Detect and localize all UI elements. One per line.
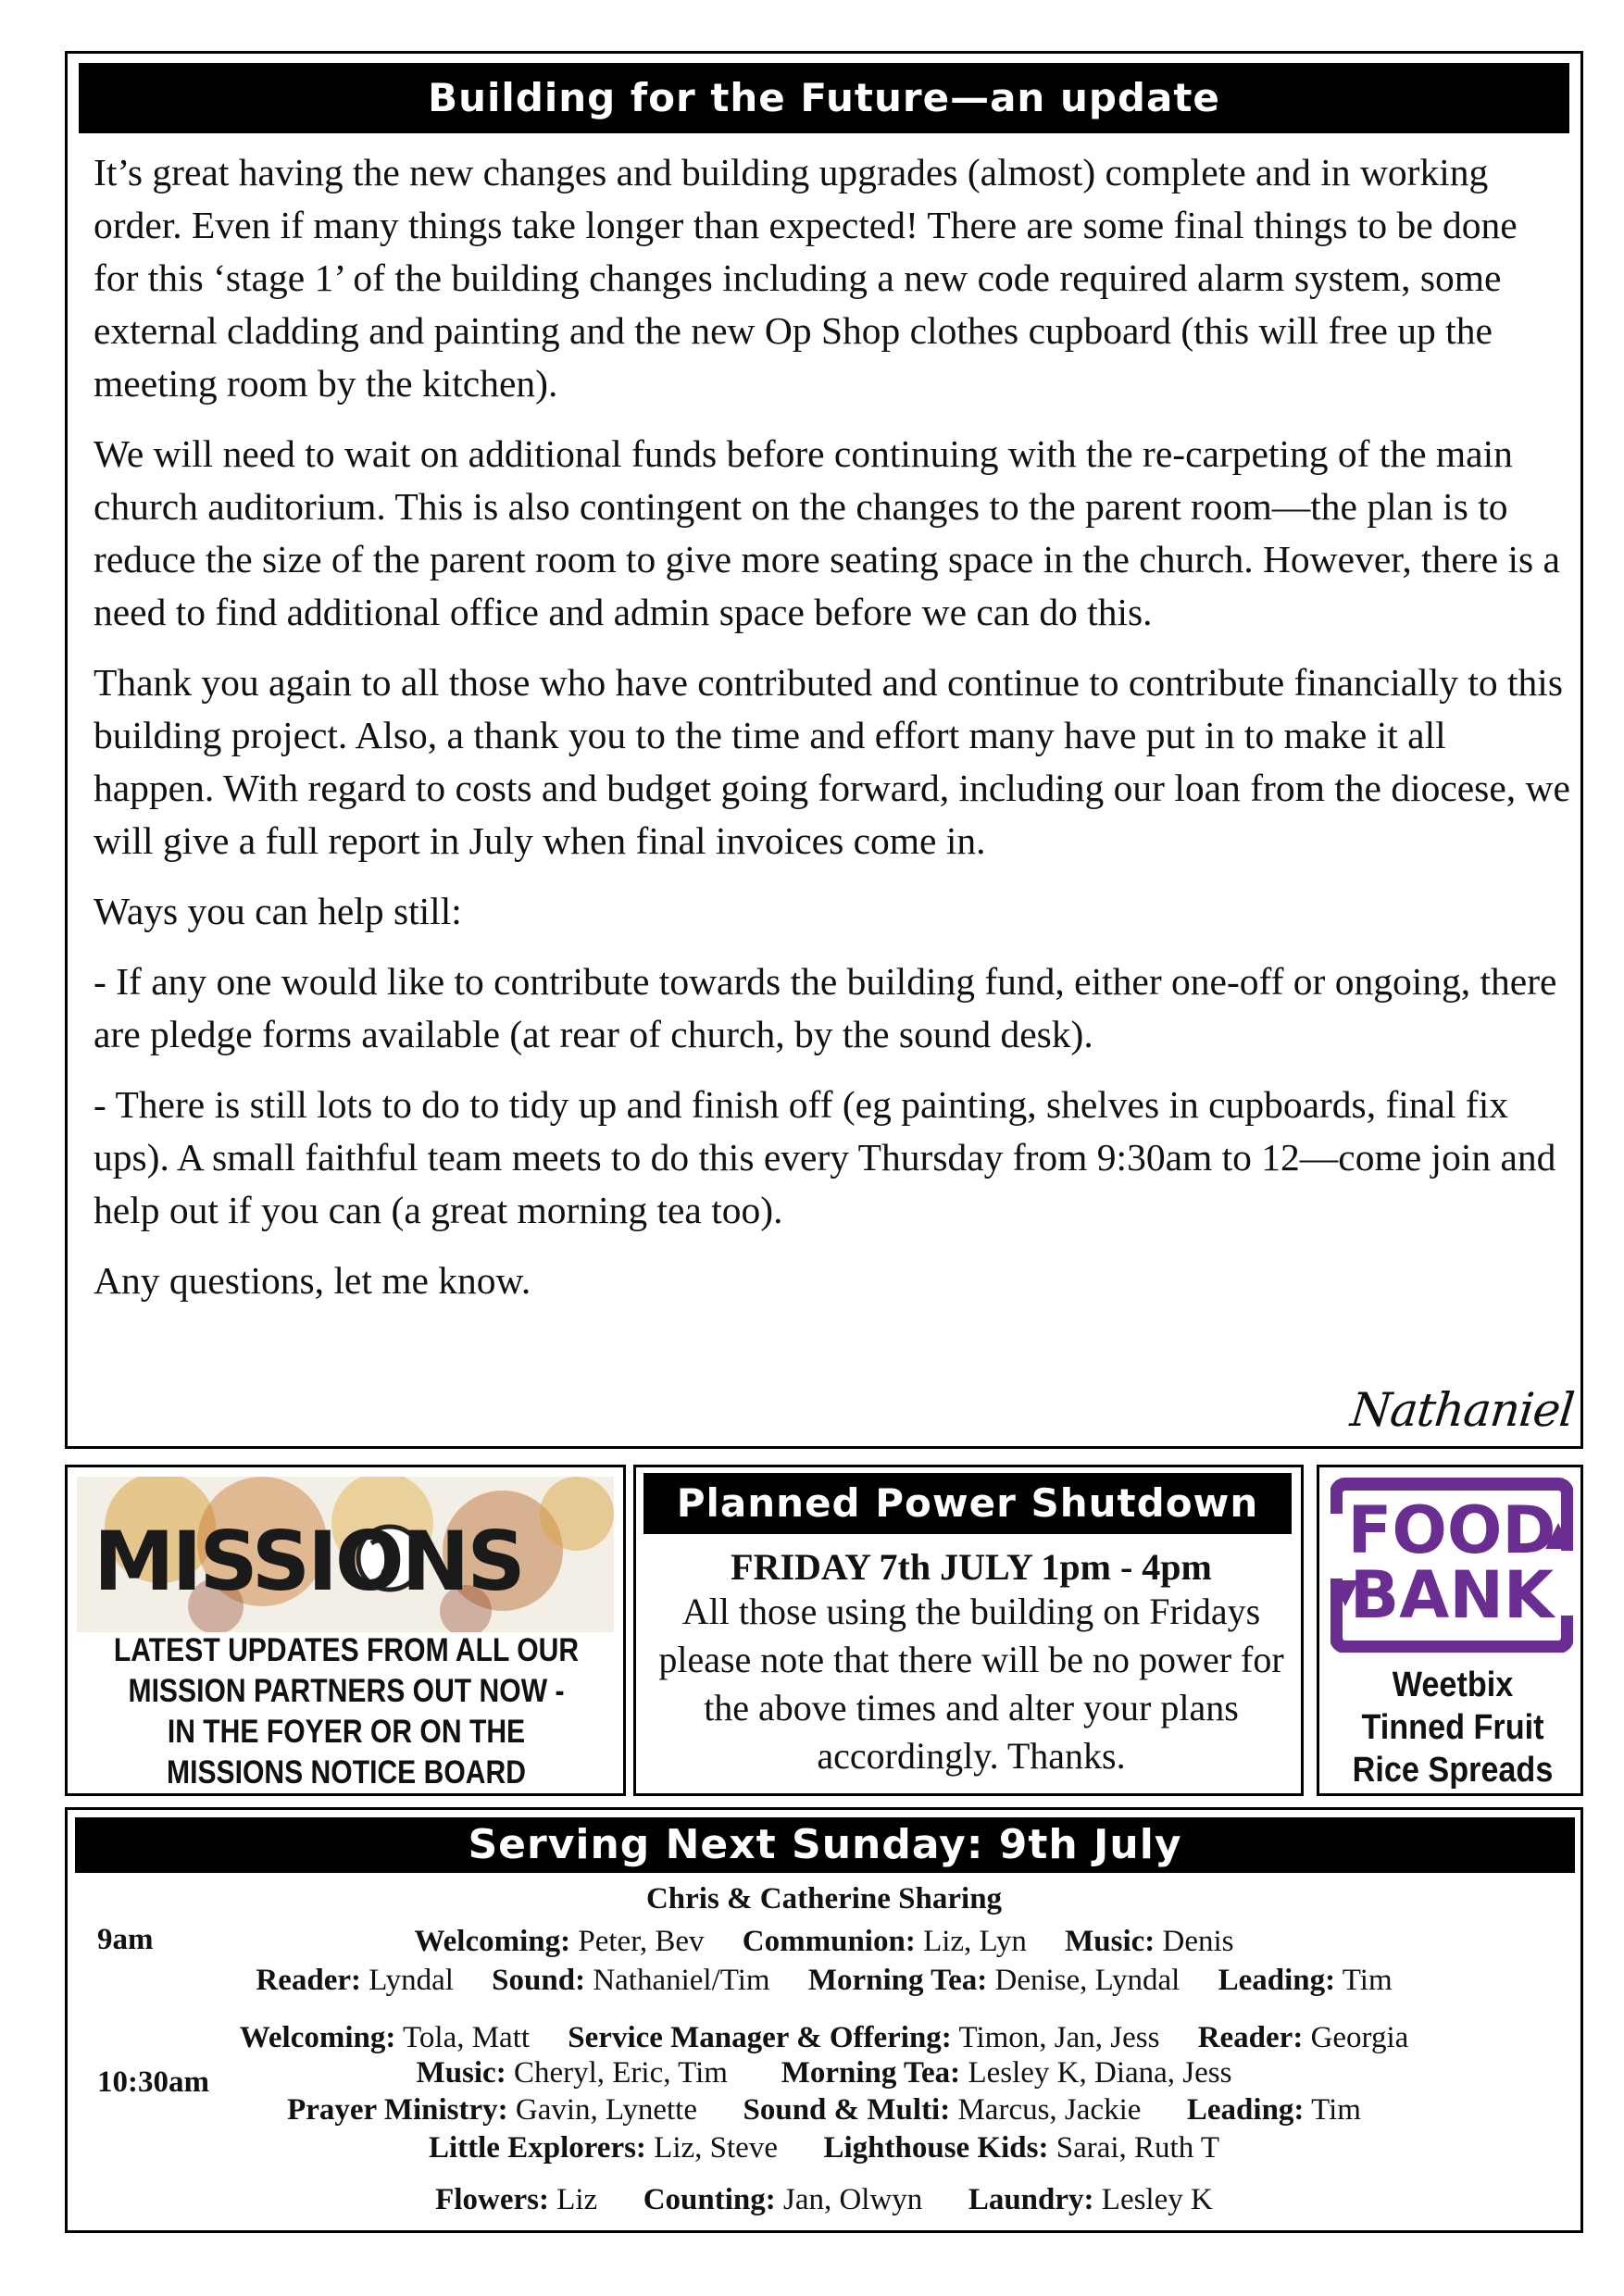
- foodbank-panel: [1317, 1465, 1583, 1796]
- foodbank-item: Rice Spreads: [1352, 1751, 1554, 1790]
- missions-panel: [65, 1465, 626, 1796]
- article-title: Building for the Future—an update: [79, 63, 1569, 133]
- serving-roster-panel: [65, 1807, 1583, 2233]
- article-paragraph-1: It’s great having the new changes and building upgrades (almost) complete and in working order. Even if many things take longer than expected! There are some final things to be done for this ‘stage 1’ of the building changes including a new code required alarm system, some external cladding and painting and the new Op Shop clothes cupboard (this will free up the meeting room by the kitchen).: [94, 151, 1518, 405]
- footer-row: Flowers: Liz Counting: Jan, Olwyn Laundry: Lesley K: [435, 2183, 1213, 2216]
- sharing-line: Chris & Catherine Sharing: [645, 1882, 1003, 1915]
- article-paragraph-5: - If any one would like to contribute towards the building fund, either one-off or ongoing, there are pledge forms available (at rear of church, by the sound desk).: [94, 960, 1557, 1055]
- foodbank-item: Weetbix: [1392, 1666, 1514, 1704]
- article-body: [94, 146, 1570, 1325]
- svg-text:MISSIONS: MISSIONS: [94, 1514, 523, 1609]
- power-body: All those using the building on Fridays please note that there will be no power for the above times and alter your plans accordingly. Thanks.: [658, 1591, 1284, 1777]
- power-title: Planned Power Shutdown: [643, 1473, 1292, 1534]
- ten-row-1: Welcoming: Tola, Matt Service Manager & Offering: Timon, Jan, Jess Reader: Georgia: [239, 2021, 1409, 2054]
- building-update-panel: [65, 51, 1583, 1449]
- time-1030am: 10:30am: [97, 2065, 209, 2099]
- power-date: FRIDAY 7th JULY 1pm - 4pm: [731, 1546, 1212, 1588]
- ten-row-2: Music: Cheryl, Eric, Tim Morning Tea: Lesley K, Diana, Jess: [416, 2056, 1232, 2090]
- missions-splash-icon: [77, 1477, 614, 1632]
- serving-title: Serving Next Sunday: 9th July: [75, 1817, 1575, 1873]
- power-shutdown-panel: [633, 1465, 1304, 1796]
- svg-text:FOOD: FOOD: [1347, 1492, 1556, 1568]
- ten-row-4: Little Explorers: Liz, Steve Lighthouse Kids: Sarai, Ruth T: [428, 2131, 1220, 2165]
- article-paragraph-6: - There is still lots to do to tidy up and finish off (eg painting, shelves in cupboards, final fix ups). A small faithful team meets to do this every Thursday from 9:30am to 12—come join and help out if you can (a great morning tea too).: [94, 1083, 1556, 1231]
- nine-row-1: Welcoming: Peter, Bev Communion: Liz, Lyn Music: Denis: [414, 1925, 1234, 1958]
- foodbank-items: [1332, 1664, 1572, 1791]
- foodbank-item: Tinned Fruit: [1361, 1708, 1544, 1747]
- missions-update-text: LATEST UPDATES FROM ALL OUR MISSION PARTNERS OUT NOW - IN THE FOYER OR ON THE MISSIONS NOTICE BOARD: [113, 1632, 580, 1791]
- nine-row-2: Reader: Lyndal Sound: Nathaniel/Tim Morning Tea: Denise, Lyndal Leading: Tim: [256, 1964, 1393, 1997]
- article-paragraph-3: Thank you again to all those who have contributed and continue to contribute financially to this building project. Also, a thank you to the time and effort many have put in to make it all happen. With regard to costs and budget going forward, including our loan from the diocese, we will give a full report in July when final invoices come in.: [94, 661, 1570, 862]
- foodbank-logo-icon: [1330, 1477, 1573, 1653]
- svg-text:BANK: BANK: [1349, 1557, 1555, 1633]
- missions-logo: [77, 1477, 614, 1632]
- signature: Nathaniel: [1347, 1383, 1577, 1437]
- time-9am: 9am: [97, 1923, 154, 1956]
- article-paragraph-7: Any questions, let me know.: [94, 1259, 531, 1302]
- ten-row-3: Prayer Ministry: Gavin, Lynette Sound & Multi: Marcus, Jackie Leading: Tim: [287, 2093, 1361, 2127]
- article-paragraph-4: Ways you can help still:: [94, 890, 462, 932]
- article-paragraph-2: We will need to wait on additional funds before continuing with the re-carpeting of the main church auditorium. This is also contingent on the changes to the parent room—the plan is to reduce the size of the parent room to give more seating space in the church. However, there is a need to find additional office and admin space before we can do this.: [94, 432, 1560, 633]
